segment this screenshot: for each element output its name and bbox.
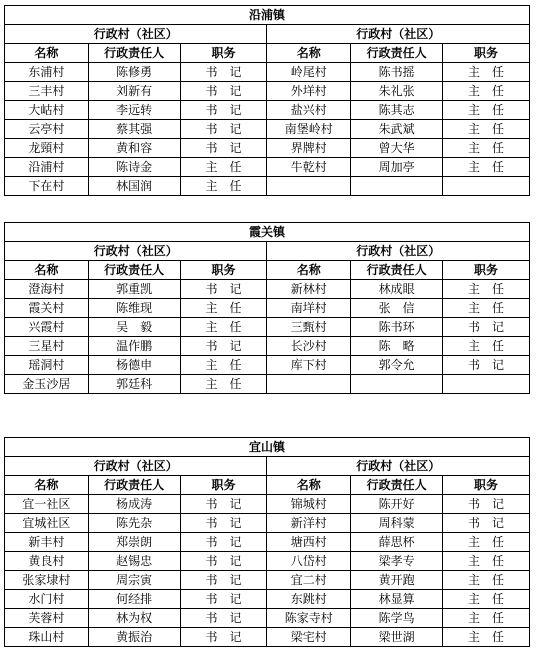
position-cell: 主 任 xyxy=(443,82,530,101)
position-cell: 书 记 xyxy=(443,318,530,337)
table-row xyxy=(5,82,530,101)
group-header-left: 行政村（社区） xyxy=(5,457,267,476)
column-header-person: 行政责任人 xyxy=(351,44,443,63)
village-name-cell xyxy=(267,375,351,394)
village-name-cell: 兴霞村 xyxy=(5,318,89,337)
group-header-right: 行政村（社区） xyxy=(267,242,530,261)
position-cell: 主 任 xyxy=(443,552,530,571)
responsible-person-cell: 陈书环 xyxy=(351,318,443,337)
village-name-cell: 东跳村 xyxy=(267,590,351,609)
responsible-person-cell: 陈开好 xyxy=(351,495,443,514)
responsible-person-cell: 周宗寅 xyxy=(88,571,180,590)
table-row xyxy=(5,337,530,356)
village-name-cell: 澄海村 xyxy=(5,280,89,299)
responsible-person-cell xyxy=(351,177,443,196)
village-name-cell: 黄良村 xyxy=(5,552,89,571)
responsible-person-cell: 梁孝专 xyxy=(351,552,443,571)
village-name-cell: 宜一社区 xyxy=(5,495,89,514)
village-name-cell: 外垟村 xyxy=(267,82,351,101)
village-name-cell: 库下村 xyxy=(267,356,351,375)
town-name: 宜山镇 xyxy=(5,438,530,457)
town-table-yishan xyxy=(4,437,530,647)
position-cell: 主 任 xyxy=(443,337,530,356)
group-header-row xyxy=(5,242,530,261)
column-header-person: 行政责任人 xyxy=(88,476,180,495)
group-header-row xyxy=(5,25,530,44)
column-header-name: 名称 xyxy=(5,476,89,495)
responsible-person-cell: 陈其志 xyxy=(351,101,443,120)
table-row xyxy=(5,552,530,571)
column-header-row xyxy=(5,44,530,63)
responsible-person-cell: 周科蒙 xyxy=(351,514,443,533)
column-header-person: 行政责任人 xyxy=(88,261,180,280)
table-row xyxy=(5,533,530,552)
position-cell xyxy=(443,375,530,394)
responsible-person-cell: 朱礼张 xyxy=(351,82,443,101)
position-cell: 书 记 xyxy=(180,609,267,628)
table-row xyxy=(5,356,530,375)
village-name-cell: 珠山村 xyxy=(5,628,89,647)
column-header-person: 行政责任人 xyxy=(351,261,443,280)
position-cell: 主 任 xyxy=(443,63,530,82)
village-name-cell: 锦城村 xyxy=(267,495,351,514)
village-name-cell: 岭尾村 xyxy=(267,63,351,82)
position-cell: 主 任 xyxy=(443,533,530,552)
village-name-cell: 霞关村 xyxy=(5,299,89,318)
responsible-person-cell: 李远转 xyxy=(88,101,180,120)
responsible-person-cell: 陈先杂 xyxy=(88,514,180,533)
responsible-person-cell: 陈书摇 xyxy=(351,63,443,82)
position-cell: 主 任 xyxy=(443,120,530,139)
responsible-person-cell: 陈修勇 xyxy=(88,63,180,82)
table-row xyxy=(5,375,530,394)
village-name-cell: 沿浦村 xyxy=(5,158,89,177)
column-header-role: 职务 xyxy=(180,44,267,63)
village-name-cell: 三星村 xyxy=(5,337,89,356)
table-row xyxy=(5,514,530,533)
table-row xyxy=(5,120,530,139)
village-name-cell: 水门村 xyxy=(5,590,89,609)
position-cell: 书 记 xyxy=(180,514,267,533)
group-header-left: 行政村（社区） xyxy=(5,242,267,261)
position-cell: 主 任 xyxy=(180,375,267,394)
position-cell: 书 记 xyxy=(180,82,267,101)
village-name-cell: 塘西村 xyxy=(267,533,351,552)
responsible-person-cell: 陈 略 xyxy=(351,337,443,356)
position-cell xyxy=(443,177,530,196)
responsible-person-cell: 杨德申 xyxy=(88,356,180,375)
position-cell: 书 记 xyxy=(180,552,267,571)
village-name-cell: 陈家寺村 xyxy=(267,609,351,628)
table-row xyxy=(5,571,530,590)
column-header-role: 职务 xyxy=(180,476,267,495)
group-header-right: 行政村（社区） xyxy=(267,25,530,44)
position-cell: 主 任 xyxy=(443,139,530,158)
position-cell: 书 记 xyxy=(180,590,267,609)
column-header-role: 职务 xyxy=(443,44,530,63)
position-cell: 主 任 xyxy=(180,356,267,375)
column-header-name: 名称 xyxy=(5,44,89,63)
position-cell: 主 任 xyxy=(180,158,267,177)
position-cell: 书 记 xyxy=(180,101,267,120)
responsible-person-cell: 刘新有 xyxy=(88,82,180,101)
responsible-person-cell: 黄和容 xyxy=(88,139,180,158)
column-header-row xyxy=(5,261,530,280)
column-header-row xyxy=(5,476,530,495)
village-name-cell: 下在村 xyxy=(5,177,89,196)
responsible-person-cell: 郭重凯 xyxy=(88,280,180,299)
village-name-cell: 东浦村 xyxy=(5,63,89,82)
column-header-role: 职务 xyxy=(443,261,530,280)
position-cell: 书 记 xyxy=(180,571,267,590)
responsible-person-cell: 朱武斌 xyxy=(351,120,443,139)
village-name-cell: 盐兴村 xyxy=(267,101,351,120)
responsible-person-cell: 陈学鸟 xyxy=(351,609,443,628)
column-header-name: 名称 xyxy=(267,261,351,280)
position-cell: 主 任 xyxy=(443,101,530,120)
responsible-person-cell: 杨成涛 xyxy=(88,495,180,514)
position-cell: 主 任 xyxy=(443,609,530,628)
position-cell: 书 记 xyxy=(180,139,267,158)
village-name-cell: 金玉沙居 xyxy=(5,375,89,394)
village-name-cell xyxy=(267,177,351,196)
column-header-name: 名称 xyxy=(267,44,351,63)
table-row xyxy=(5,590,530,609)
position-cell: 书 记 xyxy=(180,628,267,647)
column-header-role: 职务 xyxy=(180,261,267,280)
village-name-cell: 梁宅村 xyxy=(267,628,351,647)
responsible-person-cell: 赵锡忠 xyxy=(88,552,180,571)
position-cell: 主 任 xyxy=(180,318,267,337)
village-name-cell: 三丰村 xyxy=(5,82,89,101)
table-row xyxy=(5,101,530,120)
responsible-person-cell: 吴 毅 xyxy=(88,318,180,337)
responsible-person-cell: 林成眼 xyxy=(351,280,443,299)
town-title-row xyxy=(5,223,530,242)
table-row xyxy=(5,158,530,177)
town-title-row xyxy=(5,6,530,25)
village-name-cell: 八岱村 xyxy=(267,552,351,571)
responsible-person-cell: 梁世湖 xyxy=(351,628,443,647)
table-row xyxy=(5,609,530,628)
table-row xyxy=(5,177,530,196)
column-header-name: 名称 xyxy=(5,261,89,280)
position-cell: 书 记 xyxy=(180,533,267,552)
position-cell: 书 记 xyxy=(443,495,530,514)
responsible-person-cell: 黄振治 xyxy=(88,628,180,647)
column-header-person: 行政责任人 xyxy=(88,44,180,63)
village-name-cell: 新林村 xyxy=(267,280,351,299)
table-row xyxy=(5,139,530,158)
responsible-person-cell: 陈诗金 xyxy=(88,158,180,177)
town-title-row xyxy=(5,438,530,457)
village-name-cell: 新丰村 xyxy=(5,533,89,552)
position-cell: 主 任 xyxy=(443,571,530,590)
responsible-person-cell: 陈维现 xyxy=(88,299,180,318)
village-name-cell: 宜二村 xyxy=(267,571,351,590)
responsible-person-cell: 林为权 xyxy=(88,609,180,628)
village-name-cell: 张家埭村 xyxy=(5,571,89,590)
responsible-person-cell: 郭令允 xyxy=(351,356,443,375)
town-table-yanpu xyxy=(4,5,530,196)
town-table-xiaguan xyxy=(4,222,530,394)
responsible-person-cell: 郑崇朗 xyxy=(88,533,180,552)
position-cell: 书 记 xyxy=(180,495,267,514)
group-header-right: 行政村（社区） xyxy=(267,457,530,476)
column-header-person: 行政责任人 xyxy=(351,476,443,495)
village-name-cell: 三甄村 xyxy=(267,318,351,337)
position-cell: 书 记 xyxy=(443,356,530,375)
table-row xyxy=(5,628,530,647)
village-name-cell: 长沙村 xyxy=(267,337,351,356)
group-header-row xyxy=(5,457,530,476)
responsible-person-cell: 黄开跑 xyxy=(351,571,443,590)
position-cell: 主 任 xyxy=(443,280,530,299)
village-name-cell: 南垟村 xyxy=(267,299,351,318)
town-name: 霞关镇 xyxy=(5,223,530,242)
responsible-person-cell: 林显算 xyxy=(351,590,443,609)
responsible-person-cell: 周加亭 xyxy=(351,158,443,177)
village-name-cell: 大岵村 xyxy=(5,101,89,120)
position-cell: 主 任 xyxy=(443,590,530,609)
responsible-person-cell: 温作鹏 xyxy=(88,337,180,356)
responsible-person-cell: 曾大华 xyxy=(351,139,443,158)
position-cell: 书 记 xyxy=(443,514,530,533)
position-cell: 书 记 xyxy=(180,63,267,82)
responsible-person-cell: 何经排 xyxy=(88,590,180,609)
table-row xyxy=(5,318,530,337)
village-name-cell: 瑶洞村 xyxy=(5,356,89,375)
responsible-person-cell: 张 信 xyxy=(351,299,443,318)
village-name-cell: 牛乾村 xyxy=(267,158,351,177)
position-cell: 主 任 xyxy=(180,299,267,318)
position-cell: 主 任 xyxy=(180,177,267,196)
responsible-person-cell xyxy=(351,375,443,394)
column-header-name: 名称 xyxy=(267,476,351,495)
responsible-person-cell: 蔡其强 xyxy=(88,120,180,139)
responsible-person-cell: 林国润 xyxy=(88,177,180,196)
village-name-cell: 龙頸村 xyxy=(5,139,89,158)
table-row xyxy=(5,299,530,318)
village-name-cell: 云亭村 xyxy=(5,120,89,139)
position-cell: 书 记 xyxy=(180,120,267,139)
village-name-cell: 新洋村 xyxy=(267,514,351,533)
position-cell: 主 任 xyxy=(443,158,530,177)
village-name-cell: 南堡岭村 xyxy=(267,120,351,139)
responsible-person-cell: 郭廷科 xyxy=(88,375,180,394)
responsible-person-cell: 薛思杯 xyxy=(351,533,443,552)
town-name: 沿浦镇 xyxy=(5,6,530,25)
table-row xyxy=(5,63,530,82)
position-cell: 主 任 xyxy=(443,299,530,318)
position-cell: 主 任 xyxy=(443,628,530,647)
village-name-cell: 界牌村 xyxy=(267,139,351,158)
village-name-cell: 芙蓉村 xyxy=(5,609,89,628)
position-cell: 书 记 xyxy=(180,337,267,356)
village-name-cell: 宜城社区 xyxy=(5,514,89,533)
position-cell: 书 记 xyxy=(180,280,267,299)
group-header-left: 行政村（社区） xyxy=(5,25,267,44)
column-header-role: 职务 xyxy=(443,476,530,495)
table-row xyxy=(5,495,530,514)
table-row xyxy=(5,280,530,299)
